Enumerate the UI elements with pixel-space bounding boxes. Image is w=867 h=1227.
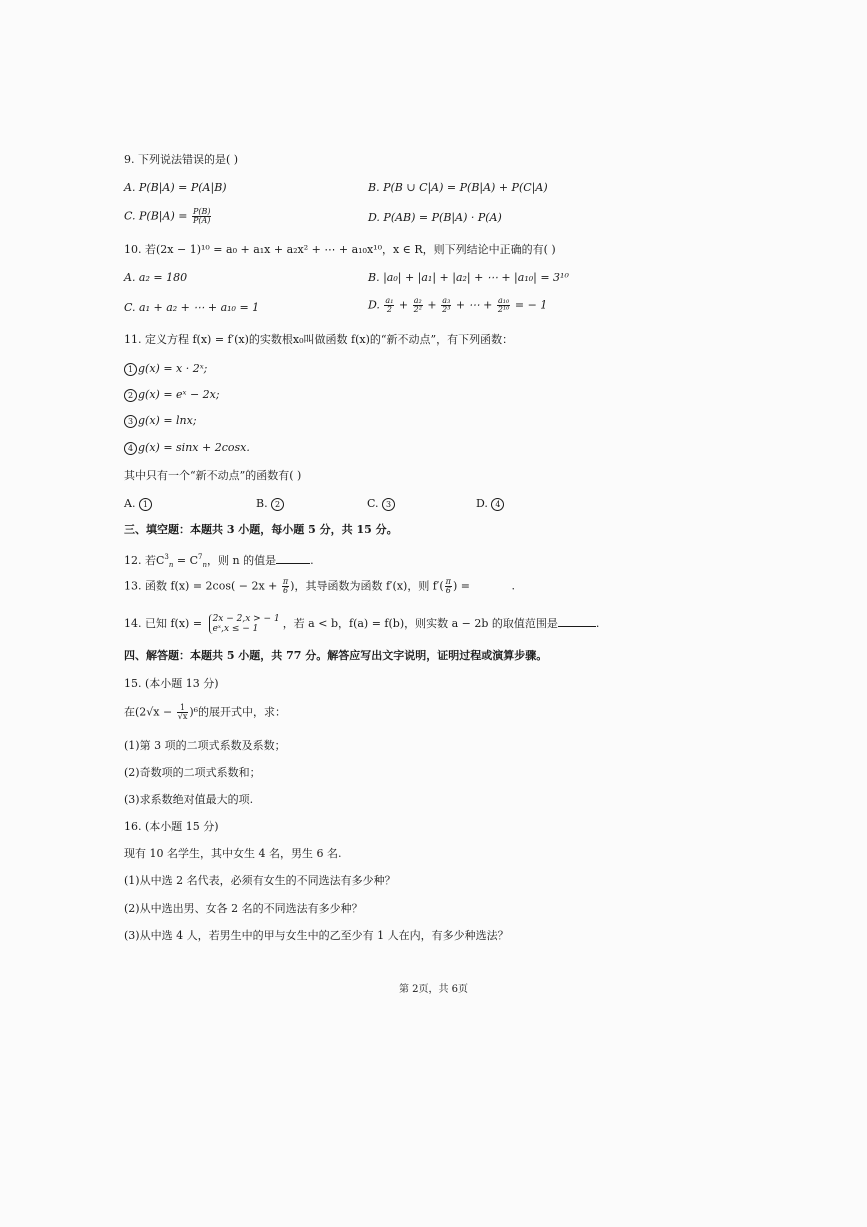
q16-part-1: (1)从中选 2 名代表，必须有女生的不同选法有多少种？ bbox=[124, 874, 396, 887]
q10-option-b: B. |a₀| + |a₁| + |a₂| + ⋯ + |a₁₀| = 3¹⁰ bbox=[368, 271, 569, 284]
q13-text: ) = bbox=[452, 579, 474, 593]
piecewise-case-1: 2x − 2,x > − 1 bbox=[212, 614, 280, 624]
fraction-numerator: a₂ bbox=[413, 296, 422, 305]
question-16-heading: 16. (本小题 15 分) bbox=[124, 820, 219, 833]
superscript: 3 bbox=[164, 553, 169, 561]
q13-text: )，其导函数为函数 f′(x)，则 f′( bbox=[290, 579, 444, 593]
section-4-heading: 四、解答题：本题共 5 小题，共 77 分。解答应写出文字说明，证明过程或演算步骤。 bbox=[124, 649, 548, 662]
q9-option-c-fraction bbox=[192, 208, 212, 225]
q11-function-3 bbox=[124, 413, 197, 428]
function-text: g(x) = lnx; bbox=[138, 414, 197, 427]
circled-number: 4 bbox=[124, 442, 137, 455]
plus-sign: + bbox=[395, 298, 412, 312]
question-14 bbox=[124, 614, 599, 634]
piecewise-case-2: eˣ,x ≤ − 1 bbox=[212, 624, 259, 634]
question-15-stem bbox=[124, 704, 286, 721]
question-12: 12. 若$C^3_n = C^7_n$，则 n 的值是 . bbox=[124, 553, 314, 569]
q10-d-term-3 bbox=[441, 297, 451, 314]
question-9-stem: 9. 下列说法错误的是( ) bbox=[124, 153, 239, 166]
q9-option-c-prefix: C. P(B|A) = bbox=[124, 209, 191, 223]
q9-option-c bbox=[124, 208, 212, 225]
fraction-numerator: P(B) bbox=[192, 207, 211, 216]
piecewise-brace bbox=[209, 614, 280, 634]
fraction-numerator: a₃ bbox=[442, 296, 451, 305]
ellipsis: + ⋯ + bbox=[452, 298, 496, 312]
q10-option-d-suffix: = − 1 bbox=[511, 298, 548, 312]
fraction-numerator: a₁ bbox=[385, 296, 394, 305]
circled-number: 2 bbox=[271, 498, 284, 511]
q15-part-3: (3)求系数绝对值最大的项. bbox=[124, 793, 254, 806]
q14-text: . bbox=[595, 617, 600, 630]
fraction-numerator: a₁₀ bbox=[498, 296, 510, 305]
fraction-pi-6 bbox=[445, 578, 452, 595]
superscript: 7 bbox=[198, 553, 203, 561]
question-11-stem: 11. 定义方程 f(x) = f′(x)的实数根x₀叫做函数 f(x)的“新不动点”，有下列函数： bbox=[124, 333, 514, 346]
q10-option-a: A. a₂ = 180 bbox=[124, 271, 188, 284]
q15-part-1: (1)第 3 项的二项式系数及系数； bbox=[124, 739, 286, 752]
q14-text: 14. 已知 f(x) = bbox=[124, 617, 206, 630]
option-letter: C. bbox=[367, 497, 383, 510]
section-3-heading: 三、填空题：本题共 3 小题，每小题 5 分，共 15 分。 bbox=[124, 523, 398, 536]
answer-blank[interactable] bbox=[558, 626, 596, 627]
question-13 bbox=[124, 578, 515, 595]
page-footer: 第 2页，共 6页 bbox=[398, 984, 469, 995]
circled-number: 4 bbox=[491, 498, 504, 511]
q11-option-c bbox=[367, 496, 396, 511]
option-letter: B. bbox=[256, 497, 272, 510]
q15-text: )⁶的展开式中，求： bbox=[189, 705, 287, 719]
fraction-numerator: π bbox=[282, 577, 289, 586]
fraction-denominator: 2 bbox=[386, 305, 392, 314]
q11-option-a bbox=[124, 496, 153, 511]
q9-option-b: B. P(B ∪ C|A) = P(B|A) + P(C|A) bbox=[368, 181, 548, 194]
fraction-1-over-sqrt-x bbox=[177, 704, 189, 721]
q16-part-3: (3)从中选 4 人，若男生中的甲与女生中的乙至少有 1 人在内，有多少种选法？ bbox=[124, 929, 509, 942]
q13-text: . bbox=[511, 579, 515, 593]
q10-d-term-2 bbox=[413, 297, 423, 314]
q12-text: 12. 若C bbox=[124, 554, 165, 567]
option-letter: D. bbox=[476, 497, 492, 510]
fraction-denominator: √x bbox=[177, 712, 188, 721]
q10-option-d bbox=[368, 297, 547, 314]
function-text: g(x) = eˣ − 2x; bbox=[138, 388, 220, 401]
q11-function-2 bbox=[124, 387, 220, 402]
circled-number: 3 bbox=[382, 498, 395, 511]
q9-option-a: A. P(B|A) = P(A|B) bbox=[124, 181, 227, 194]
answer-blank[interactable] bbox=[276, 563, 310, 564]
q16-part-2: (2)从中选出男、女各 2 名的不同选法有多少种？ bbox=[124, 902, 363, 915]
fraction-denominator: 2² bbox=[413, 305, 422, 314]
q10-d-term-4 bbox=[497, 297, 511, 314]
circled-number: 3 bbox=[124, 415, 137, 428]
fraction-denominator: 6 bbox=[282, 586, 289, 595]
question-10-stem: 10. 若(2x − 1)¹⁰ = a₀ + a₁x + a₂x² + ⋯ + a₁₀x¹⁰，x ∈ R，则下列结论中正确的有( ) bbox=[124, 243, 556, 256]
q15-text: 在(2√x − bbox=[124, 705, 176, 719]
function-text: g(x) = x · 2ˣ; bbox=[138, 362, 208, 375]
fraction-denominator: 2¹⁰ bbox=[497, 305, 510, 314]
q11-ask: 其中只有一个“新不动点”的函数有( ) bbox=[124, 469, 302, 482]
circled-number: 2 bbox=[124, 389, 137, 402]
q10-d-term-1 bbox=[384, 297, 394, 314]
q11-option-b bbox=[256, 496, 285, 511]
plus-sign: + bbox=[423, 298, 441, 312]
question-15-heading: 15. (本小题 13 分) bbox=[124, 677, 219, 690]
q11-function-1 bbox=[124, 361, 207, 376]
fraction-denominator: 2³ bbox=[442, 305, 451, 314]
question-16-intro: 现有 10 名学生，其中女生 4 名，男生 6 名. bbox=[124, 847, 342, 860]
q15-part-2: (2)奇数项的二项式系数和； bbox=[124, 766, 261, 779]
q14-text: ，若 a < b，f(a) = f(b)，则实数 a − 2b 的取值范围是 bbox=[282, 617, 558, 630]
circled-number: 1 bbox=[139, 498, 152, 511]
fraction-numerator: π bbox=[445, 577, 451, 586]
q12-text: ，则 n 的值是 bbox=[207, 554, 277, 567]
q11-function-4 bbox=[124, 440, 250, 455]
fraction-pi-6 bbox=[282, 578, 289, 595]
fraction-denominator: P(A) bbox=[193, 216, 211, 225]
function-text: g(x) = sinx + 2cosx. bbox=[138, 441, 250, 454]
circled-number: 1 bbox=[124, 363, 137, 376]
q10-option-d-prefix: D. bbox=[368, 298, 384, 312]
subscript: n bbox=[202, 561, 208, 569]
option-letter: A. bbox=[124, 497, 139, 510]
q9-option-d: D. P(AB) = P(B|A) · P(A) bbox=[368, 211, 502, 224]
fraction-numerator: 1 bbox=[177, 704, 189, 713]
q13-text: 13. 函数 f(x) = 2cos( − 2x + bbox=[124, 579, 281, 593]
q11-option-d bbox=[476, 496, 505, 511]
subscript: n bbox=[168, 561, 174, 569]
q10-option-c: C. a₁ + a₂ + ⋯ + a₁₀ = 1 bbox=[124, 301, 260, 314]
q12-text: = C bbox=[173, 554, 199, 567]
fraction-denominator: 6 bbox=[445, 586, 451, 595]
